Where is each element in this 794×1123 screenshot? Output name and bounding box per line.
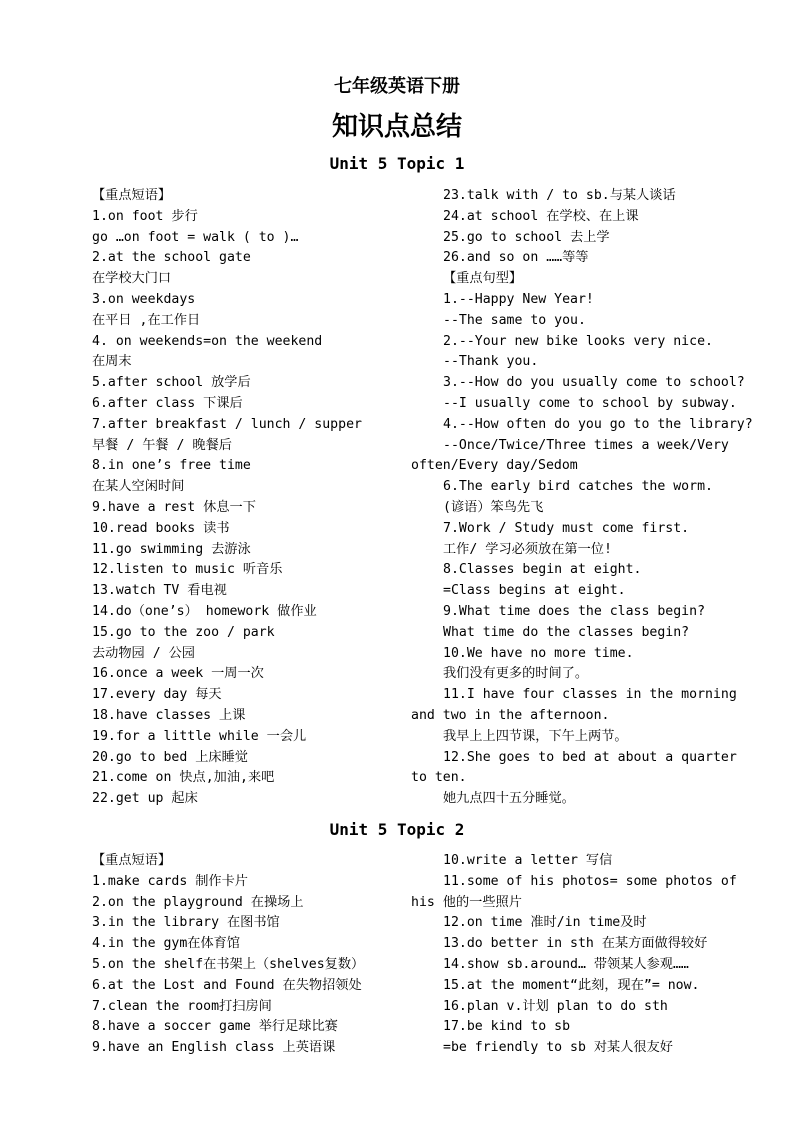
list-item: 14.show sb.around… 带领某人参观…… [443, 956, 689, 972]
list-item: 10.read books 读书 [92, 520, 230, 536]
list-item: 3.on weekdays [92, 291, 196, 307]
list-item: 工作/ 学习必须放在第一位! [443, 541, 612, 557]
list-item: 6.at the Lost and Found 在失物招领处 [92, 977, 362, 993]
page-title: 七年级英语下册 [334, 76, 460, 97]
list-item: 去动物园 / 公园 [92, 645, 195, 661]
list-item: 5.on the shelf在书架上（shelves复数） [92, 956, 365, 972]
list-item: 在周末 [92, 354, 132, 370]
list-item: 9.have an English class 上英语课 [92, 1040, 336, 1056]
list-item: 10.write a letter 写信 [443, 853, 613, 868]
list-item: 7.clean the room打扫房间 [92, 998, 272, 1014]
topic1-left-column [92, 186, 422, 810]
list-item: 12.She goes to bed at about a quarter to ten. [411, 749, 737, 786]
list-item: 21.come on 快点,加油,来吧 [92, 770, 275, 786]
list-item: 16.plan v.计划 plan to do sth [443, 998, 668, 1014]
topic2-left-column [92, 851, 422, 1059]
list-item: 8.Classes begin at eight. [443, 562, 642, 578]
list-item: =be friendly to sb 对某人很友好 [443, 1040, 673, 1056]
list-item: 7.after breakfast / lunch / supper [92, 416, 362, 432]
list-item: 12.on time 准时/in time及时 [443, 915, 647, 931]
list-item: 18.have classes 上课 [92, 707, 246, 723]
list-item: 在某人空闲时间 [92, 479, 185, 495]
list-item: 我们没有更多的时间了。 [443, 666, 589, 682]
list-item: 【重点短语】 [92, 188, 172, 203]
list-item: (谚语）笨鸟先飞 [443, 499, 544, 515]
list-item: 11.go swimming 去游泳 [92, 541, 251, 557]
list-item: 19.for a little while 一会儿 [92, 728, 307, 744]
list-item: 10.We have no more time. [443, 645, 634, 661]
list-item: --Thank you. [443, 354, 539, 370]
list-item: 5.after school 放学后 [92, 375, 251, 391]
list-item: 1.make cards 制作卡片 [92, 873, 248, 889]
list-item: 【重点短语】 [92, 853, 172, 868]
list-item: 3.in the library 在图书馆 [92, 915, 280, 931]
list-item: 早餐 / 午餐 / 晚餐后 [92, 437, 232, 453]
topic1-right-column [411, 186, 753, 810]
list-item: 26.and so on ……等等 [443, 250, 589, 266]
list-item: 8.in one’s free time [92, 458, 251, 474]
list-item: 17.be kind to sb [443, 1019, 571, 1035]
list-item: 17.every day 每天 [92, 687, 222, 703]
list-item: 22.get up 起床 [92, 791, 198, 807]
list-item: 4. on weekends=on the weekend [92, 333, 323, 349]
list-item: 20.go to bed 上床睡觉 [92, 749, 248, 765]
list-item: 11.some of his photos= some photos of his 他的一些照片 [411, 873, 737, 910]
section-heading-topic2: Unit 5 Topic 2 [329, 820, 465, 839]
list-item: 在学校大门口 [92, 271, 172, 287]
list-item: 16.once a week 一周一次 [92, 666, 264, 682]
list-item: --Once/Twice/Three times a week/Very often/Every day/Sedom [411, 437, 729, 474]
list-item: =Class begins at eight. [443, 583, 626, 599]
list-item: 7.Work / Study must come first. [443, 520, 690, 536]
list-item: 2.at the school gate [92, 250, 251, 266]
list-item: 在平日 ,在工作日 [92, 312, 201, 328]
list-item: 15.at the moment“此刻，现在”= now. [443, 977, 700, 993]
section-heading-topic1: Unit 5 Topic 1 [329, 154, 465, 173]
list-item: --The same to you. [443, 312, 586, 328]
list-item: 9.What time does the class begin? [443, 603, 706, 619]
list-item: 11.I have four classes in the morning and two in the afternoon. [411, 687, 737, 723]
list-item: 【重点句型】 [443, 271, 523, 287]
list-item: 3.--How do you usually come to school? [443, 375, 745, 391]
list-item: 13.do better in sth 在某方面做得较好 [443, 936, 708, 952]
list-item: 9.have a rest 休息一下 [92, 499, 256, 515]
list-item: 4.in the gym在体育馆 [92, 936, 241, 952]
list-item: 12.listen to music 听音乐 [92, 562, 283, 578]
list-item: 23.talk with / to sb.与某人谈话 [443, 188, 676, 203]
list-item: 我早上上四节课，下午上两节。 [443, 728, 628, 744]
page-subtitle: 知识点总结 [331, 112, 462, 142]
list-item: 6.The early bird catches the worm. [443, 479, 713, 495]
list-item: 24.at school 在学校、在上课 [443, 208, 639, 224]
list-item: 1.on foot 步行 [92, 208, 198, 224]
list-item: --I usually come to school by subway. [443, 395, 737, 411]
list-item: 8.have a soccer game 举行足球比赛 [92, 1019, 338, 1035]
list-item: 6.after class 下课后 [92, 395, 243, 411]
list-item: 2.on the playground 在操场上 [92, 894, 304, 910]
topic2-right-column [411, 851, 743, 1059]
list-item: 15.go to the zoo / park [92, 624, 275, 640]
list-item: 1.--Happy New Year! [443, 291, 594, 307]
list-item: 14.do（one’s） homework 做作业 [92, 603, 317, 619]
list-item: What time do the classes begin? [443, 624, 690, 640]
list-item: 4.--How often do you go to the library? [443, 416, 753, 432]
list-item: 25.go to school 去上学 [443, 229, 610, 245]
list-item: go …on foot = walk ( to )… [92, 229, 299, 245]
list-item: 她九点四十五分睡觉。 [443, 791, 575, 807]
list-item: 2.--Your new bike looks very nice. [443, 333, 713, 349]
list-item: 13.watch TV 看电视 [92, 583, 227, 599]
